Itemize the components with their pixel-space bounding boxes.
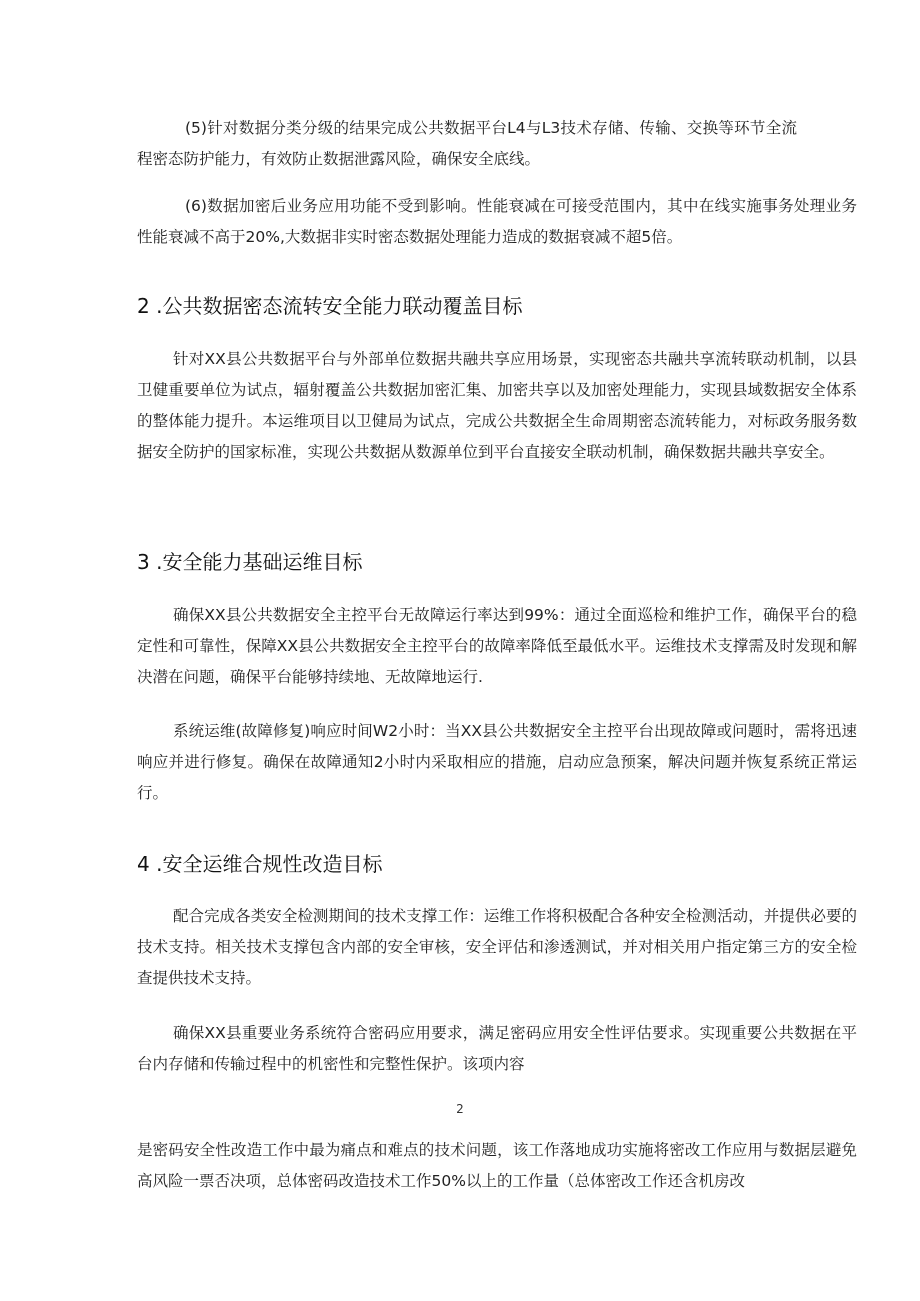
- section-heading-2: 2 .公共数据密态流转安全能力联动覆盖目标: [137, 294, 523, 318]
- section-3-paragraph-2: 系统运维(故障修复)响应时间W2小时：当XX县公共数据安全主控平台出现故障或问题时，需将迅速响应并进行修复。确保在故障通知2小时内采取相应的措施，启动应急预案，解决问题并恢复系统正常运行。: [137, 722, 857, 802]
- section-heading-3: 3 .安全能力基础运维目标: [137, 550, 363, 574]
- paragraph-item-6: (6)数据加密后业务应用功能不受到影响。性能衰减在可接受范围内，其中在线实施事务处理业务性能衰减不高于20%,大数据非实时密态数据处理能力造成的数据衰减不超5倍。: [137, 197, 857, 246]
- section-2-paragraph: 针对XX县公共数据平台与外部单位数据共融共享应用场景，实现密态共融共享流转联动机制，以县卫健重要单位为试点，辐射覆盖公共数据加密汇集、加密共享以及加密处理能力，实现县域数据安全体系的整体能力提升。本运维项目以卫健局为试点，完成公共数据全生命周期密态流转能力，对标政务服务数据安全防护的国家标准，实现公共数据从数源单位到平台直接安全联动机制，确保数据共融共享安全。: [137, 350, 857, 461]
- paragraph-item-5: (5)针对数据分类分级的结果完成公共数据平台L4与L3技术存储、传输、交换等环节全流程密态防护能力，有效防止数据泄露风险，确保安全底线。: [137, 119, 797, 168]
- section-heading-4: 4 .安全运维合规性改造目标: [137, 852, 383, 876]
- next-page-paragraph: 是密码安全性改造工作中最为痛点和难点的技术问题，该工作落地成功实施将密改工作应用与数据层避免高风险一票否决项，总体密码改造技术工作50%以上的工作量（总体密改工作还含机房改: [137, 1141, 857, 1190]
- page-number: 2: [456, 1102, 464, 1116]
- section-4-paragraph-1: 配合完成各类安全检测期间的技术支撑工作：运维工作将积极配合各种安全检测活动，并提供必要的技术支持。相关技术支撑包含内部的安全审核，安全评估和渗透测试，并对相关用户指定第三方的安全检查提供技术支持。: [137, 907, 857, 987]
- section-3-paragraph-1: 确保XX县公共数据安全主控平台无故障运行率达到99%：通过全面巡检和维护工作，确保平台的稳定性和可靠性，保障XX县公共数据安全主控平台的故障率降低至最低水平。运维技术支撑需及时发现和解决潜在问题，确保平台能够持续地、无故障地运行.: [137, 606, 857, 686]
- section-4-paragraph-2: 确保XX县重要业务系统符合密码应用要求，满足密码应用安全性评估要求。实现重要公共数据在平台内存储和传输过程中的机密性和完整性保护。该项内容: [137, 1024, 857, 1073]
